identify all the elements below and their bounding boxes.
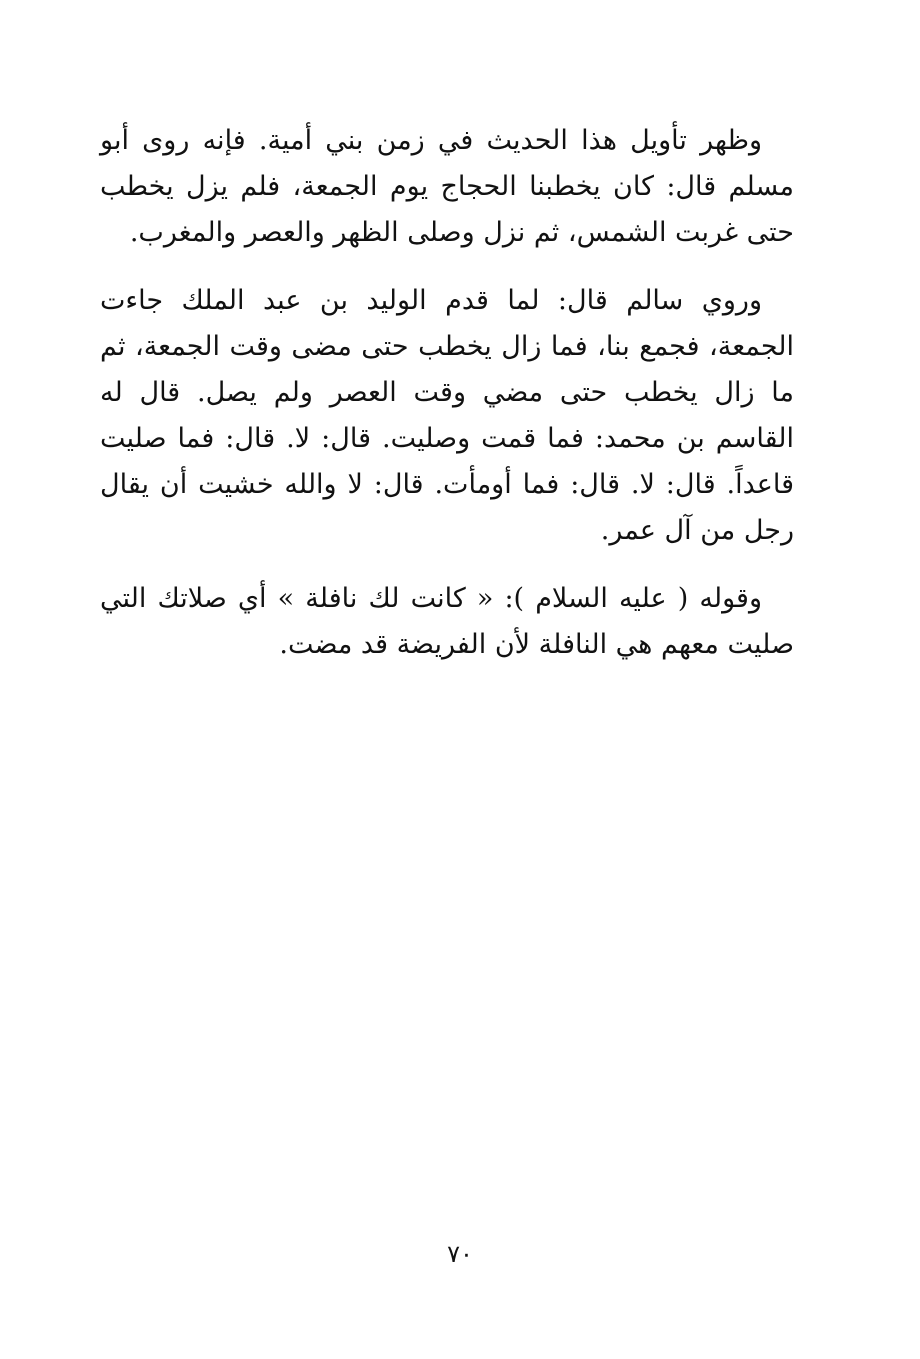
- page-number: ٧٠: [447, 1240, 473, 1268]
- paragraph-3: وقوله ( عليه السلام ): « كانت لك نافلة » أي صلاتك التي صليت معهم هي النافلة لأن الفريضة قد مضت.: [100, 583, 794, 660]
- paragraph-2: وروي سالم قال: لما قدم الوليد بن عبد الملك جاءت الجمعة، فجمع بنا، فما زال يخطب حتى مضى وقت الجمعة، ثم ما زال يخطب حتى مضي وقت العصر ولم يصل. قال له القاسم بن محمد: فما قمت وصليت. قال: لا. قال: فما صليت قاعداً. قال: لا. قال: فما أومأت. قال: لا والله خشيت أن يقال رجل من آل عمر.: [100, 285, 794, 546]
- paragraph-1: وظهر تأويل هذا الحديث في زمن بني أمية. فإنه روى أبو مسلم قال: كان يخطبنا الحجاج يوم الجمعة، فلم يزل يخطب حتى غربت الشمس، ثم نزل وصلى الظهر والعصر والمغرب.: [100, 125, 794, 248]
- main-text: [100, 118, 794, 690]
